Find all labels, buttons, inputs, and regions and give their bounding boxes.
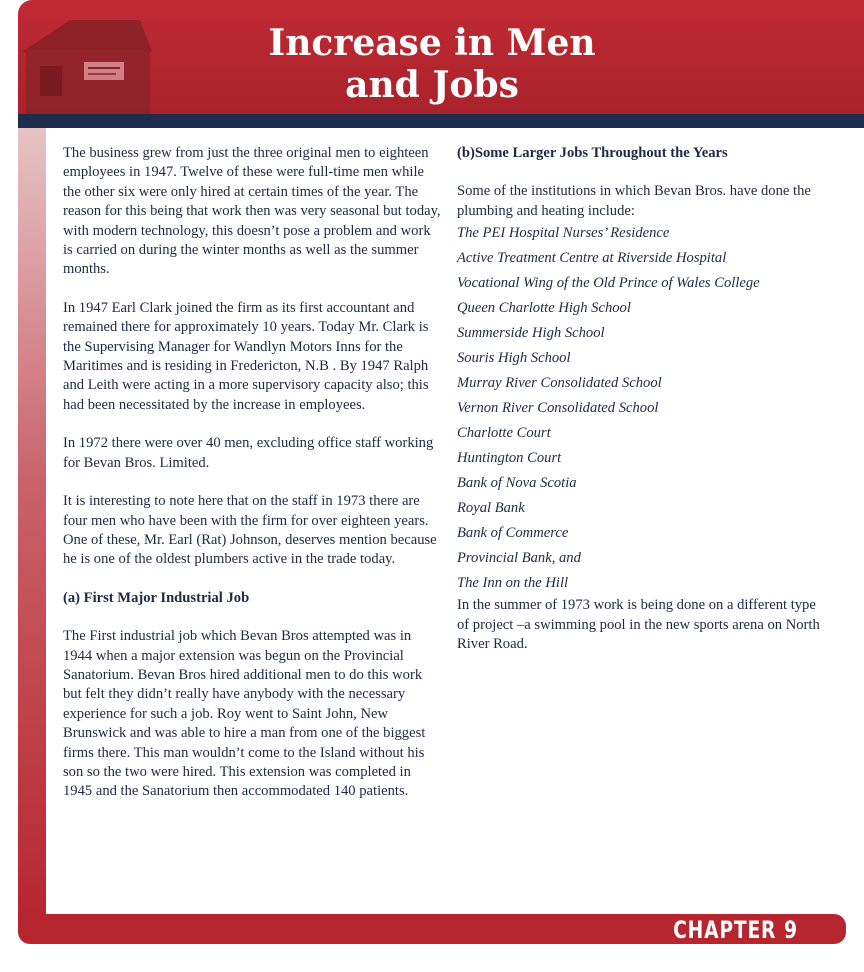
paragraph: In 1972 there were over 40 men, excluding office staff working for Bevan Bros. Limited. (63, 435, 434, 471)
section-heading: (a) First Major Industrial Job (63, 589, 250, 606)
list-item: Murray River Consolidated School (457, 375, 662, 392)
page-title (240, 22, 624, 106)
institution-list (457, 221, 829, 596)
list-item: Provincial Bank, and (457, 550, 581, 567)
header-divider (18, 114, 864, 128)
list-item: Royal Bank (457, 500, 525, 517)
paragraph: It is interesting to note here that on the staff in 1973 there are four men who have been with the firm for over eighteen years. One of these, Mr. Earl (Rat) Johnson, deserves mention because he is one of the oldest plumbers active in the trade today. (63, 493, 437, 568)
paragraph: The business grew from just the three original men to eighteen employees in 1947. Twelve of these were full-time men while the other six were only hired at certain times of the year. The reason for this being that work then was very seasonal but today, with modern technology, this doesn’t pose a problem and work is carried on during the winter months as well as the summer months. (63, 145, 441, 278)
chapter-word: CHAPTER (673, 916, 777, 944)
list-item: Queen Charlotte High School (457, 300, 631, 317)
list-item: The PEI Hospital Nurses’ Residence (457, 225, 670, 242)
page-title-line-1: Increase in Men (268, 22, 596, 64)
list-item: Bank of Commerce (457, 525, 569, 542)
list-item: Active Treatment Centre at Riverside Hospital (457, 250, 727, 267)
list-item: The Inn on the Hill (457, 575, 569, 592)
list-item: Vernon River Consolidated School (457, 400, 659, 417)
paragraph: In 1947 Earl Clark joined the firm as its first accountant and remained there for approximately 10 years. Today Mr. Clark is the Supervising Manager for Wandlyn Motors Inns for the Maritimes and is residing in Fredericton, N.B . By 1947 Ralph and Leith were acting in a more supervisory capacity also; this had been necessitated by the increase in employees. (63, 299, 429, 413)
paragraph: Some of the institutions in which Bevan Bros. have done the plumbing and heating include: (457, 183, 811, 219)
chapter-number: 9 (784, 916, 798, 944)
list-item: Souris High School (457, 350, 571, 367)
chapter-label (666, 916, 798, 944)
list-item: Summerside High School (457, 325, 605, 342)
list-item: Vocational Wing of the Old Prince of Wales College (457, 275, 760, 292)
paragraph: The First industrial job which Bevan Bros attempted was in 1944 when a major extension was begun on the Provincial Sanatorium. Bevan Bros hired additional men to do this work but felt they didn’t really have anybody with the necessary experience for such a job. Roy went to Saint John, New Brunswick and was able to hire a man from one of the biggest firms there. This man wouldn’t come to the Island without his son so the two were hired. This extension was completed in 1945 and the Sanatorium then accommodated 140 patients. (63, 628, 426, 800)
list-item: Huntington Court (457, 450, 562, 467)
left-column (63, 144, 443, 821)
list-item: Charlotte Court (457, 425, 551, 442)
right-column (457, 144, 829, 673)
paragraph: In the summer of 1973 work is being done on a different type of project –a swimming pool in the new sports arena on North River Road. (457, 597, 820, 653)
section-heading: (b)Some Larger Jobs Throughout the Years (457, 145, 728, 161)
left-margin-bar (18, 128, 46, 916)
building-photo (18, 14, 156, 114)
list-item: Bank of Nova Scotia (457, 475, 577, 492)
page-title-line-2: and Jobs (345, 64, 519, 106)
